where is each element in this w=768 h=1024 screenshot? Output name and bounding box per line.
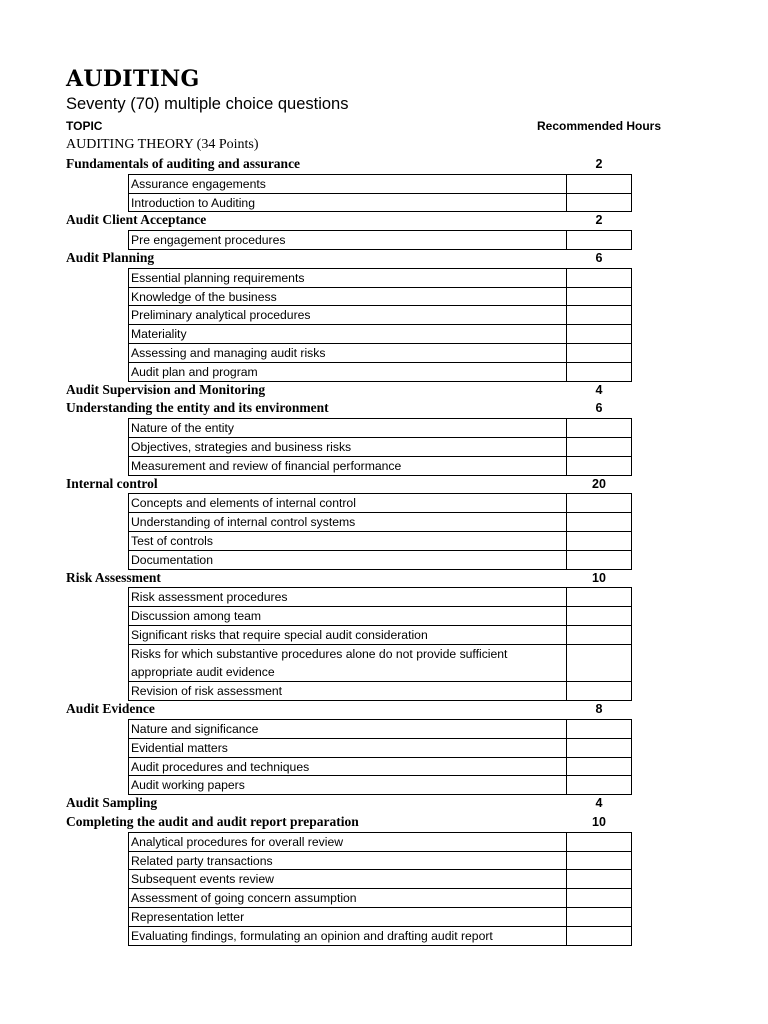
hours-cell [566,550,632,570]
topic-item: Risks for which substantive procedures alone do not provide sufficient appropriate audit evidence [128,644,567,683]
topic-item: Essential planning requirements [128,268,567,288]
section-title: Risk Assessment [66,569,161,585]
topic-item: Pre engagement procedures [128,230,567,250]
topic-item: Subsequent events review [128,869,567,889]
hours-cell [566,644,632,683]
topic-item: Introduction to Auditing [128,193,567,213]
theory-heading: AUDITING THEORY (34 Points) [66,137,259,152]
hours-cell [566,625,632,645]
topic-item: Measurement and review of financial performance [128,456,567,476]
hours-cell [566,531,632,551]
page-title: AUDITING [66,66,200,92]
hours-cell [566,888,632,908]
hours-cell [566,851,632,871]
section-title: Understanding the entity and its environment [66,400,329,416]
topic-item: Evidential matters [128,738,567,758]
topic-item: Knowledge of the business [128,287,567,307]
hours-cell [566,606,632,626]
section-hours: 2 [595,213,603,228]
topic-item: Test of controls [128,531,567,551]
hours-cell [566,512,632,532]
topic-item: Objectives, strategies and business risks [128,437,567,457]
hours-cell [566,418,632,438]
section-title: Audit Sampling [66,795,158,811]
hours-column-header: Recommended Hours [537,119,662,133]
section-title: Audit Planning [66,250,155,265]
topic-item: Representation letter [128,907,567,927]
section-title: Internal control [66,475,158,491]
section-hours: 8 [595,702,603,717]
hours-cell [566,305,632,325]
topic-item: Preliminary analytical procedures [128,305,567,325]
section-title: Audit Supervision and Monitoring [66,381,266,397]
topic-item: Significant risks that require special audit consideration [128,625,567,645]
hours-cell [566,869,632,889]
hours-cell [566,926,632,946]
topic-item: Nature of the entity [128,418,567,438]
section-hours: 4 [595,796,603,811]
section-title: Audit Evidence [66,701,155,717]
topic-item: Revision of risk assessment [128,681,567,701]
topic-item: Assessing and managing audit risks [128,343,567,363]
topic-item: Concepts and elements of internal control [128,493,567,513]
section-title: Audit Client Acceptance [66,212,207,228]
hours-cell [566,493,632,513]
hours-cell [566,230,632,250]
hours-cell [566,193,632,213]
topic-item: Audit working papers [128,775,567,795]
topic-column-header: TOPIC [66,119,103,133]
hours-cell [566,757,632,777]
topic-item: Understanding of internal control systems [128,512,567,532]
section-hours: 6 [595,401,603,416]
hours-cell [566,174,632,194]
section-hours: 2 [595,157,603,171]
section-title: Fundamentals of auditing and assurance [66,156,301,171]
section-hours: 10 [592,815,606,829]
section-hours: 4 [595,382,603,397]
section-hours: 20 [592,476,606,491]
section-hours: 10 [592,570,606,585]
hours-cell [566,437,632,457]
hours-cell [566,324,632,344]
topic-item: Risk assessment procedures [128,587,567,607]
hours-cell [566,775,632,795]
topic-item: Nature and significance [128,719,567,739]
page-subtitle: Seventy (70) multiple choice questions [66,95,349,113]
topic-item: Audit plan and program [128,362,567,382]
topic-item: Assurance engagements [128,174,567,194]
topic-item: Assessment of going concern assumption [128,888,567,908]
hours-cell [566,681,632,701]
hours-cell [566,719,632,739]
topic-item: Analytical procedures for overall review [128,832,567,852]
section-hours: 6 [595,251,603,265]
hours-cell [566,456,632,476]
hours-cell [566,587,632,607]
hours-cell [566,362,632,382]
section-title: Completing the audit and audit report preparation [66,814,359,829]
topic-item: Discussion among team [128,606,567,626]
hours-cell [566,738,632,758]
hours-cell [566,832,632,852]
topic-item: Related party transactions [128,851,567,871]
hours-cell [566,268,632,288]
hours-cell [566,907,632,927]
hours-cell [566,287,632,307]
topic-item: Evaluating findings, formulating an opinion and drafting audit report [128,926,567,946]
topic-item: Materiality [128,324,567,344]
topic-item: Documentation [128,550,567,570]
hours-cell [566,343,632,363]
topic-item: Audit procedures and techniques [128,757,567,777]
